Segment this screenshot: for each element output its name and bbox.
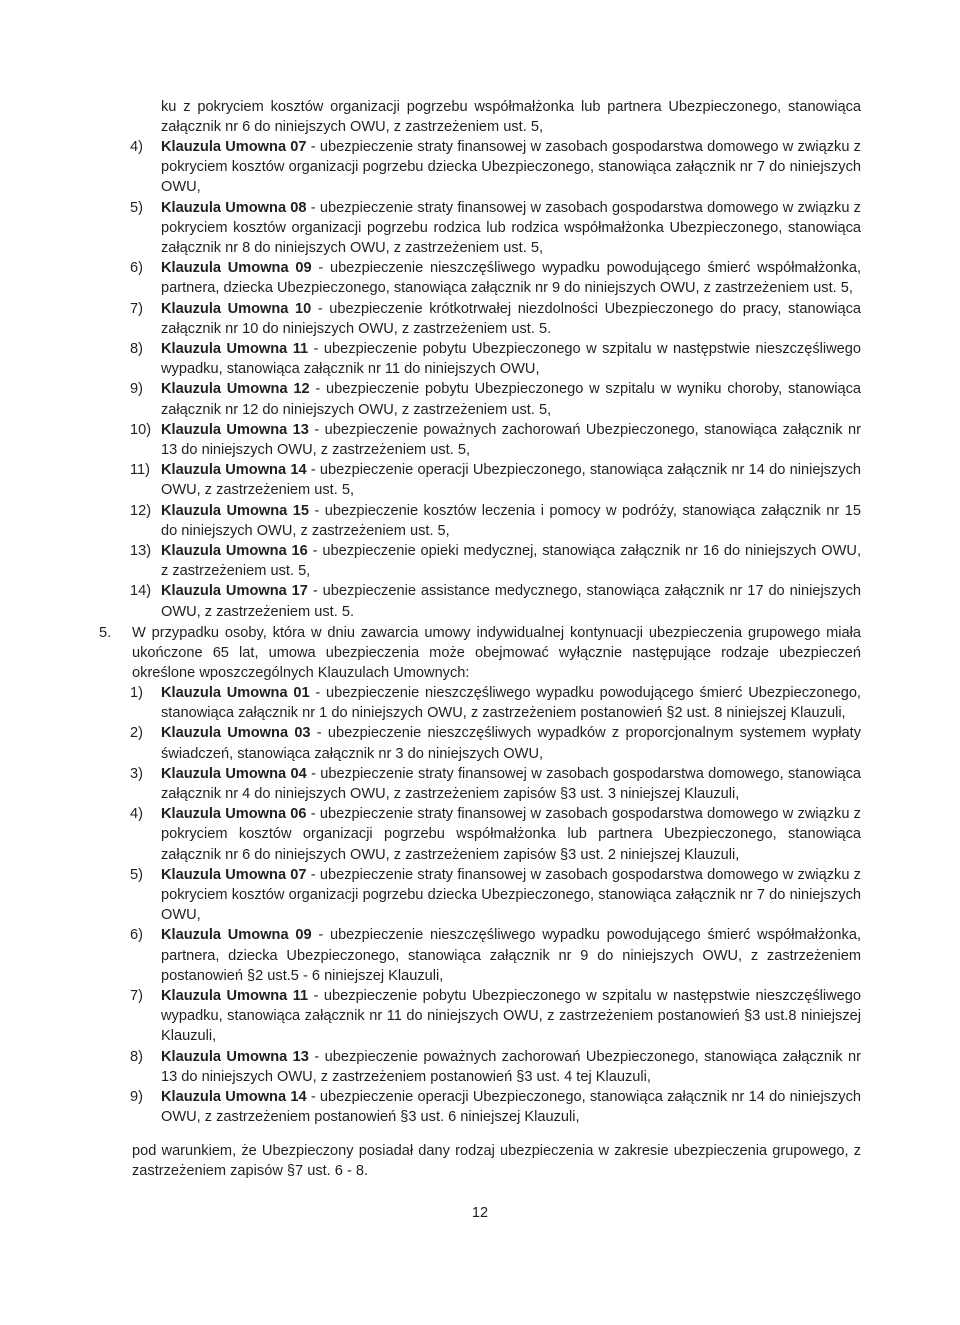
clause-name: Klauzula Umowna 12 [161,381,310,398]
list-item-number: 6) [130,927,143,944]
list-item-number: 6) [130,260,143,277]
list-item-number: 13) [130,543,152,560]
clause-description: - ubezpieczenie straty finansowej w zasobach gospodarstwa domowego w związku z pokryciem kosztów organizacji pogrzebu rodzica lub rodzica współmałżonka Ubezpieczonego, stanowiąca załącznik nr 8 do niniejszych OWU, z zastrzeżeniem ust. 5, [161,199,861,257]
list-item-number: 10) [130,421,152,438]
section-5 [99,623,861,684]
list-item [130,1047,861,1087]
list-item-number: 3) [130,765,143,782]
page-number: 12 [471,1205,489,1221]
clause-description: - ubezpieczenie pobytu Ubezpieczonego w szpitalu w następstwie nieszczęśliwego wypadku, stanowiąca załącznik nr 11 do niniejszych OWU, z zastrzeżeniem postanowień §3 ust.8 niniejszej Klauzuli, [161,988,861,1045]
clause-name: Klauzula Umowna 16 [161,543,308,560]
closing-paragraph: pod warunkiem, że Ubezpieczony posiadał dany rodzaj ubezpieczenia w zakresie ubezpieczenia grupowego, z zastrzeżeniem zapisów §7 ust. 6 - 8. [132,1143,861,1180]
clause-description: - ubezpieczenie nieszczęśliwego wypadku powodującego śmierć Ubezpieczonego, stanowiąca załącznik nr 1 do niniejszych OWU, z zastrzeżeniem postanowień §2 ust. 8 niniejszej Klauzuli, [161,685,861,722]
list-item-number: 14) [130,583,152,600]
section-5-intro: W przypadku osoby, która w dniu zawarcia umowy indywidualnej kontynuacji ubezpieczenia grupowego miała ukończone 65 lat, umowa ubezpieczenia może obejmować wyłącznie następujące rodzaje ubezpieczeń określone wposzczególnych Klauzulach Umownych: [132,625,861,682]
clause-description: - ubezpieczenie straty finansowej w zasobach gospodarstwa domowego w związku z pokryciem kosztów organizacji pogrzebu współmałżonka lub partnera Ubezpieczonego, stanowiąca załącznik nr 6 do niniejszych OWU, z zastrzeżeniem zapisów §3 ust. 2 niniejszej Klauzuli, [161,806,861,863]
clause-name: Klauzula Umowna 03 [161,725,311,742]
list-item [130,764,861,804]
clause-name: Klauzula Umowna 17 [161,583,308,600]
clause-name: Klauzula Umowna 09 [161,260,312,277]
clause-description: - ubezpieczenie nieszczęśliwego wypadku powodującego śmierć współmałżonka, partnera, dziecka Ubezpieczonego, stanowiąca załącznik nr 9 do niniejszych OWU, z zastrzeżeniem postanowień §2 ust.5 - 6 niniejszej Klauzuli, [161,927,862,984]
list-item [130,865,861,926]
list-item-number: 5) [130,199,143,216]
list-item-number: 4) [130,806,143,823]
list-item-number: 1) [130,685,143,701]
list-item [130,137,861,198]
clause-description: - ubezpieczenie straty finansowej w zasobach gospodarstwa domowego w związku z pokryciem kosztów organizacji pogrzebu dziecka Ubezpieczonego, stanowiąca załącznik nr 7 do niniejszych OWU, [161,139,861,196]
list-item [130,460,861,500]
clause-description: - ubezpieczenie operacji Ubezpieczonego, stanowiąca załącznik nr 14 do niniejszych OWU, z zastrzeżeniem postanowień §3 ust. 6 niniejszej Klauzuli, [161,1089,861,1126]
list-item [130,258,862,298]
clause-list-b [130,683,862,1127]
clause-name: Klauzula Umowna 11 [161,988,309,1005]
clause-name: Klauzula Umowna 01 [161,685,310,701]
list-item-number: 11) [130,462,151,479]
list-item-number: 9) [130,1089,143,1106]
list-item [130,379,861,419]
clause-name: Klauzula Umowna 07 [161,139,307,155]
clause-description: - ubezpieczenie straty finansowej w zasobach gospodarstwa domowego w związku z pokryciem kosztów organizacji pogrzebu dziecka Ubezpieczonego, stanowiąca załącznik nr 7 do niniejszych OWU, [161,866,861,924]
clause-name: Klauzula Umowna 04 [161,765,307,782]
list-item [130,986,861,1047]
list-item-number: 9) [130,381,143,398]
list-item [130,581,861,621]
list-item-number: 5) [130,866,143,883]
clause-description: - ubezpieczenie assistance medycznego, stanowiąca załącznik nr 17 do niniejszych OWU, z zastrzeżeniem ust. 5. [161,583,861,620]
continuation-paragraph: ku z pokryciem kosztów organizacji pogrzebu współmałżonka lub partnera Ubezpieczonego, stanowiąca załącznik nr 6 do niniejszych OWU, z zastrzeżeniem ust. 5, [161,99,861,136]
clause-name: Klauzula Umowna 13 [161,421,309,438]
clause-description: - ubezpieczenie nieszczęśliwego wypadku powodującego śmierć współmałżonka, partnera, dziecka Ubezpieczonego, stanowiąca załącznik nr 9 do niniejszych OWU, z zastrzeżeniem ust. 5, [161,260,862,297]
clause-name: Klauzula Umowna 09 [161,927,312,944]
list-item [130,804,861,865]
clause-description: - ubezpieczenie poważnych zachorowań Ubezpieczonego, stanowiąca załącznik nr 13 do niniejszych OWU, z zastrzeżeniem postanowień §3 ust. 4 tej Klauzuli, [161,1048,861,1085]
clause-name: Klauzula Umowna 14 [161,1089,307,1106]
list-item [130,683,861,723]
list-item [130,198,861,259]
list-item [130,1087,861,1127]
clause-list-a [130,137,862,622]
clause-description: - ubezpieczenie straty finansowej w zasobach gospodarstwa domowego, stanowiąca załącznik nr 4 do niniejszych OWU, z zastrzeżeniem zapisów §3 ust. 3 niniejszej Klauzuli, [161,765,861,803]
clause-description: - ubezpieczenie kosztów leczenia i pomocy w podróży, stanowiąca załącznik nr 15 do niniejszych OWU, z zastrzeżeniem ust. 5, [161,502,861,539]
clause-name: Klauzula Umowna 14 [161,462,307,479]
clause-name: Klauzula Umowna 10 [161,300,312,317]
list-item-number: 4) [130,139,143,155]
list-item [130,339,861,379]
list-item [130,501,861,541]
clause-description: - ubezpieczenie nieszczęśliwych wypadków z proporcjonalnym systemem wypłaty świadczeń, stanowiąca załącznik nr 3 do niniejszych OWU, [161,725,861,762]
clause-name: Klauzula Umowna 11 [161,341,309,358]
clause-name: Klauzula Umowna 07 [161,866,307,883]
clause-description: - ubezpieczenie pobytu Ubezpieczonego w szpitalu w następstwie nieszczęśliwego wypadku, stanowiąca załącznik nr 11 do niniejszych OWU, [161,341,861,378]
list-item [130,723,861,763]
list-item [130,925,862,986]
list-item-number: 8) [130,341,143,358]
list-item [130,420,861,460]
clause-description: - ubezpieczenie pobytu Ubezpieczonego w szpitalu w wyniku choroby, stanowiąca załącznik nr 12 do niniejszych OWU, z zastrzeżeniem ust. 5, [161,381,861,418]
list-item [130,541,862,581]
list-item-number: 12) [130,502,152,519]
clause-name: Klauzula Umowna 08 [161,199,307,216]
clause-name: Klauzula Umowna 06 [161,806,307,823]
clause-name: Klauzula Umowna 13 [161,1048,309,1065]
clause-description: - ubezpieczenie opieki medycznej, stanowiąca załącznik nr 16 do niniejszych OWU, z zastrzeżeniem ust. 5, [161,543,862,580]
section-number: 5. [99,625,112,641]
list-item-number: 7) [130,300,143,317]
list-item-number: 8) [130,1048,143,1065]
clause-description: - ubezpieczenie operacji Ubezpieczonego, stanowiąca załącznik nr 14 do niniejszych OWU, z zastrzeżeniem ust. 5, [161,462,861,499]
clause-name: Klauzula Umowna 15 [161,502,309,519]
clause-description: - ubezpieczenie poważnych zachorowań Ubezpieczonego, stanowiąca załącznik nr 13 do niniejszych OWU, z zastrzeżeniem ust. 5, [161,421,861,459]
clause-description: - ubezpieczenie krótkotrwałej niezdolności Ubezpieczonego do pracy, stanowiąca załącznik nr 10 do niniejszych OWU, z zastrzeżeniem ust. 5. [161,300,862,337]
list-item [130,299,862,339]
list-item-number: 2) [130,725,143,742]
list-item-number: 7) [130,988,143,1005]
